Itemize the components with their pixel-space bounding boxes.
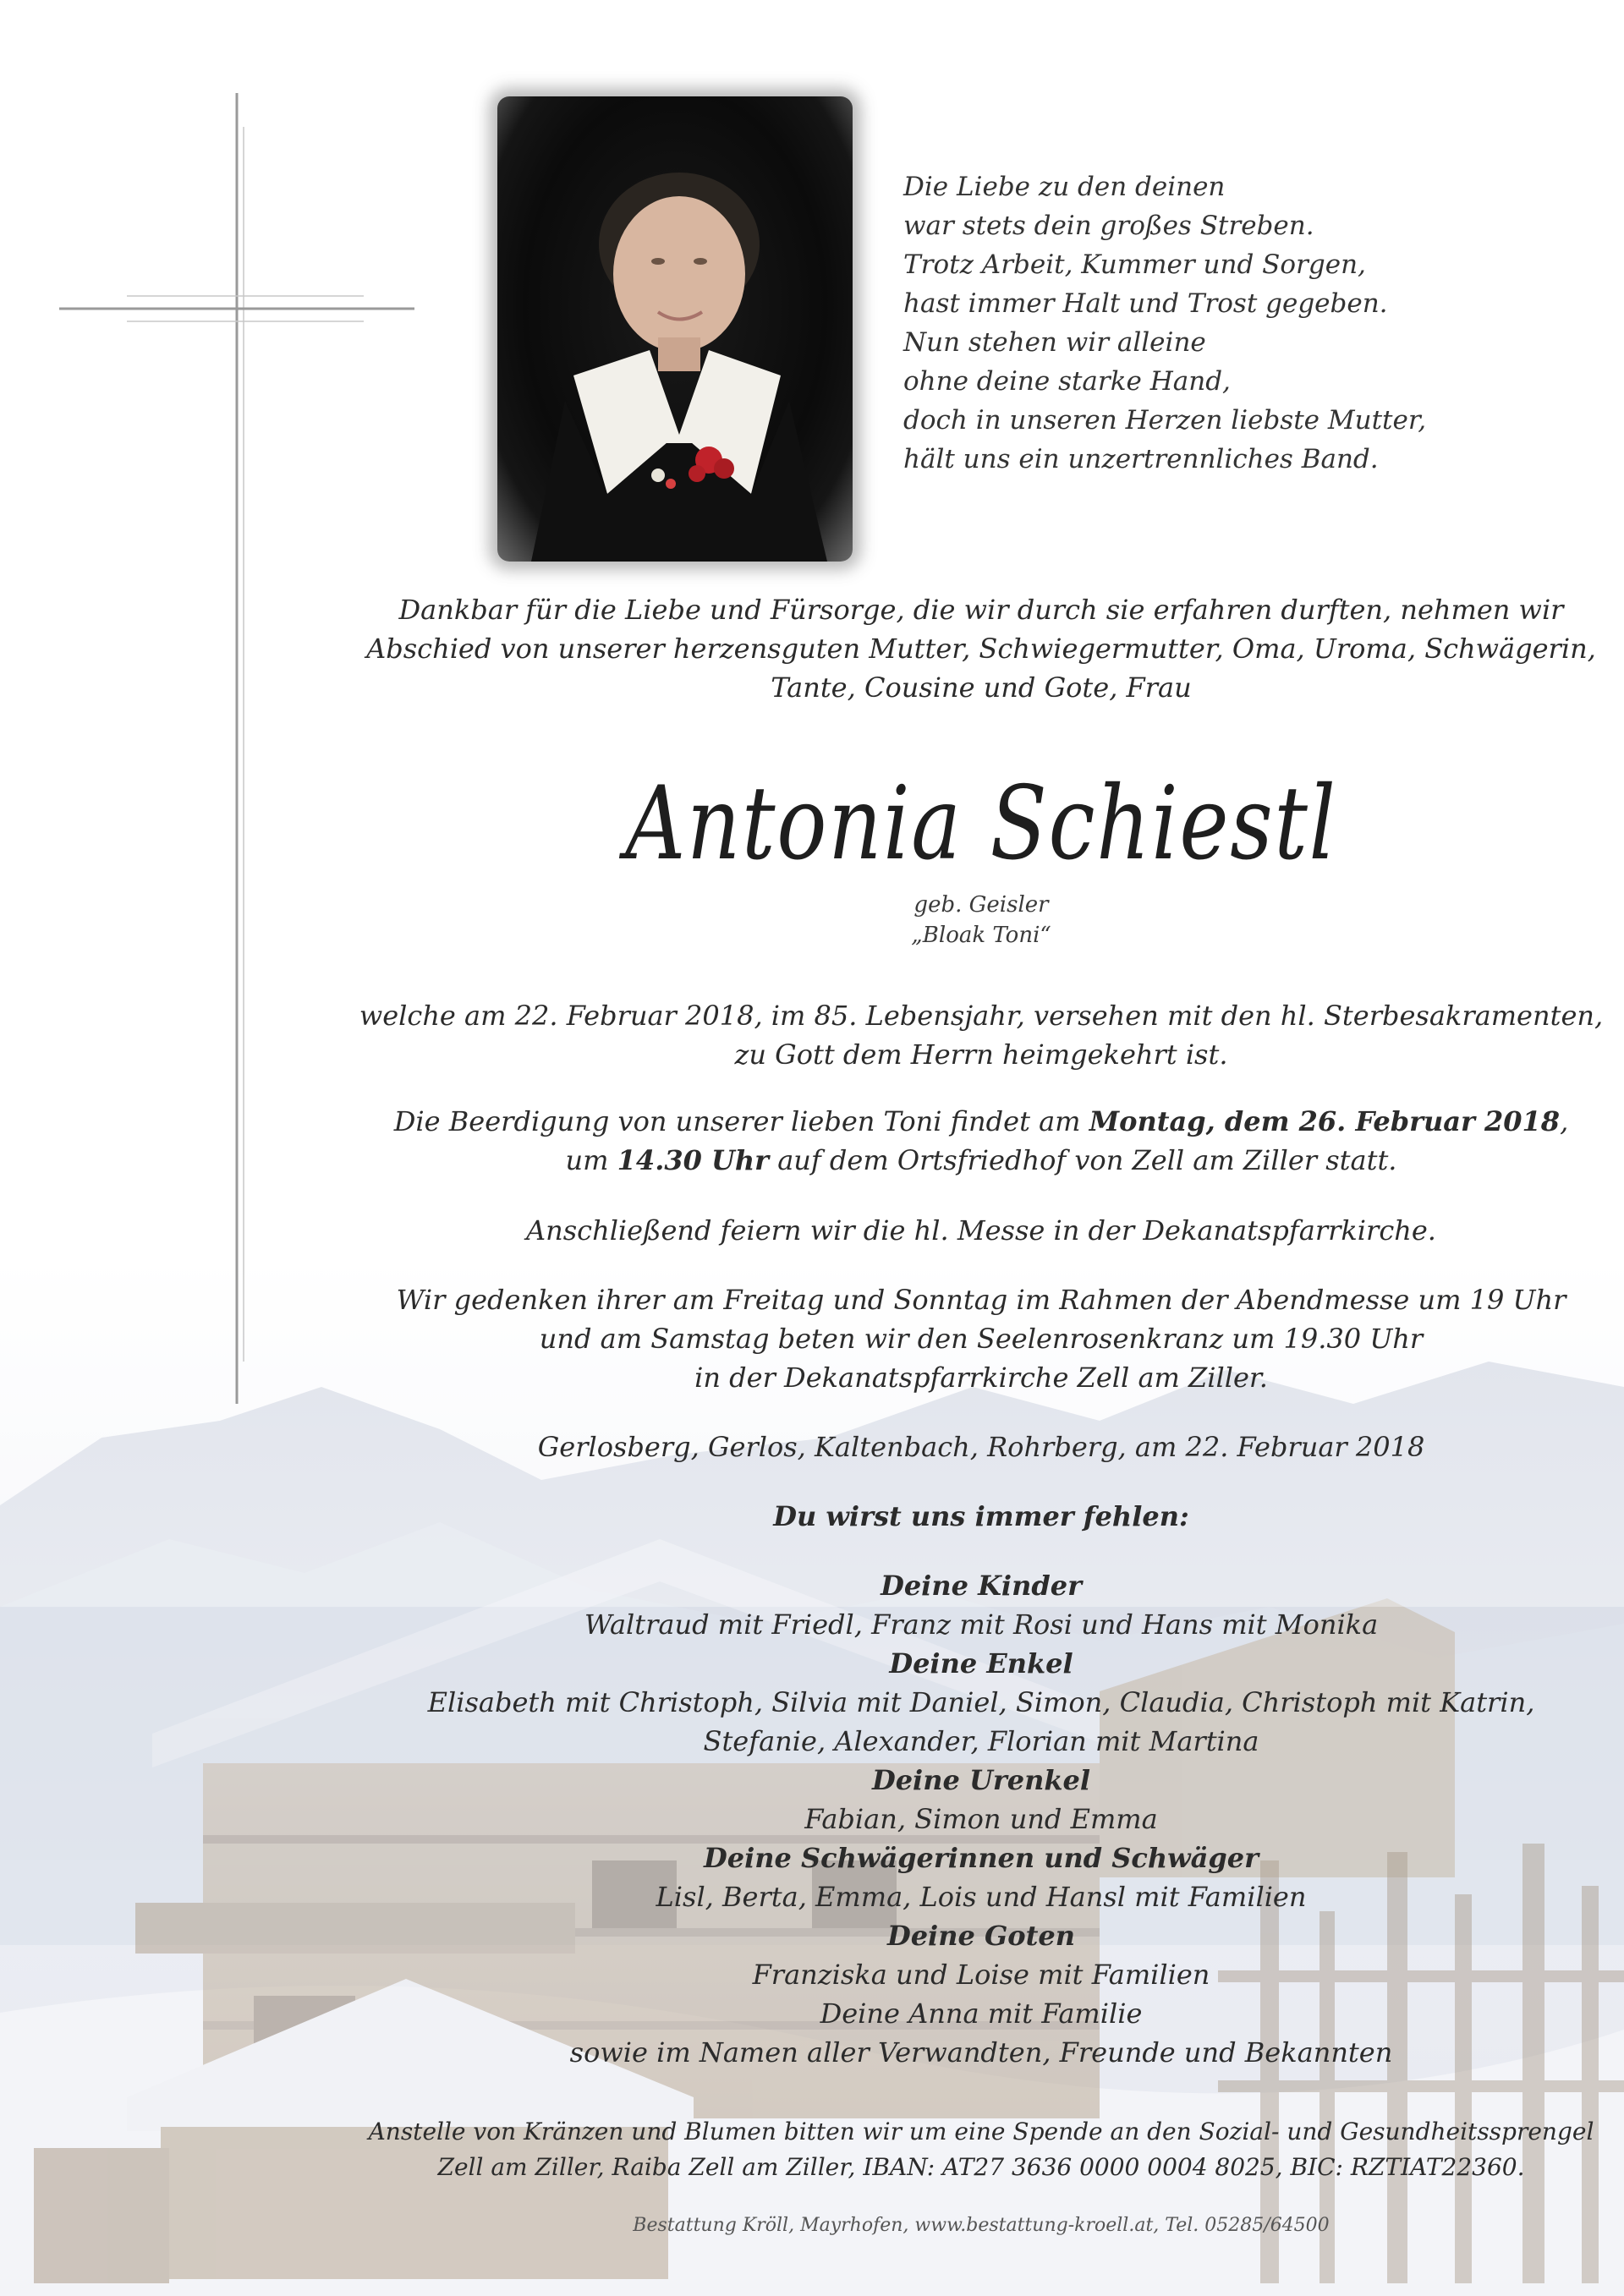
family-list [355, 1566, 1607, 2072]
remembrance-info [355, 1280, 1607, 1397]
place-date: Gerlosberg, Gerlos, Kaltenbach, Rohrberg, am 22. Februar 2018 [537, 1431, 1425, 1463]
intro-line: Abschied von unserer herzensguten Mutter, Schwiegermutter, Oma, Uroma, Schwägerin, [366, 633, 1596, 665]
family-anna: Deine Anna mit Familie [820, 1997, 1143, 2030]
remembrance-line: Wir gedenken ihrer am Freitag und Sonntag im Rahmen der Abendmesse um 19 Uhr [396, 1284, 1566, 1316]
funeral-text: auf dem Ortsfriedhof von Zell am Ziller statt. [769, 1144, 1397, 1176]
poem-line: hält uns ein unzertrennliches Band. [903, 444, 1379, 474]
intro-line: Tante, Cousine und Gote, Frau [771, 671, 1192, 704]
remembrance-line: in der Dekanatspfarrkirche Zell am Ziller. [694, 1362, 1268, 1394]
family-enkel: Elisabeth mit Christoph, Silvia mit Daniel, Simon, Claudia, Christoph mit Katrin, [427, 1686, 1535, 1718]
family-heading-enkel: Deine Enkel [889, 1647, 1073, 1680]
closing-line: Du wirst uns immer fehlen: [773, 1500, 1189, 1532]
death-notice-line: welche am 22. Februar 2018, im 85. Lebensjahr, versehen mit den hl. Sterbesakramenten, [359, 1000, 1604, 1032]
remembrance-line: und am Samstag beten wir den Seelenrosenkranz um 19.30 Uhr [539, 1323, 1424, 1355]
portrait-photo [497, 96, 853, 562]
intro-line: Dankbar für die Liebe und Fürsorge, die wir durch sie erfahren durften, nehmen wir [398, 594, 1564, 626]
death-notice [355, 996, 1607, 1074]
poem-line: Nun stehen wir alleine [903, 327, 1206, 358]
poem-line: doch in unseren Herzen liebste Mutter, [903, 405, 1427, 436]
donation-line: Zell am Ziller, Raiba Zell am Ziller, IBAN: AT27 3636 0000 0004 8025, BIC: RZTIAT22360. [437, 2153, 1525, 2181]
funeral-line-2 [355, 1141, 1607, 1180]
family-heading-goten: Deine Goten [886, 1920, 1076, 1952]
deceased-name: Antonia Schiestl [625, 765, 1337, 883]
poem [903, 167, 1428, 479]
nickname: „Bloak Toni“ [911, 923, 1051, 948]
funeral-info [355, 1102, 1607, 1180]
donation-line: Anstelle von Kränzen und Blumen bitten wir um eine Spende an den Sozial- und Gesundheitssprengel [368, 2118, 1594, 2145]
intro-text [355, 590, 1607, 707]
poem-line: hast immer Halt und Trost gegeben. [903, 288, 1388, 319]
poem-line: Die Liebe zu den deinen [903, 172, 1226, 202]
death-notice-line: zu Gott dem Herrn heimgekehrt ist. [734, 1038, 1228, 1071]
family-heading-urenkel: Deine Urenkel [871, 1764, 1091, 1796]
family-heading-schwaeger: Deine Schwägerinnen und Schwäger [704, 1842, 1259, 1874]
funeral-date: Montag, dem 26. Februar 2018 [1089, 1105, 1561, 1137]
family-others: sowie im Namen aller Verwandten, Freunde und Bekannten [569, 2036, 1393, 2069]
family-enkel: Stefanie, Alexander, Florian mit Martina [703, 1725, 1259, 1757]
birth-name: geb. Geisler [914, 892, 1049, 918]
birth-name-block [355, 890, 1607, 951]
funeral-time: 14.30 Uhr [617, 1144, 770, 1176]
family-goten: Franziska und Loise mit Familien [752, 1959, 1210, 1991]
poem-line: war stets dein großes Streben. [903, 211, 1314, 241]
family-heading-kinder: Deine Kinder [881, 1570, 1082, 1602]
poem-line: Trotz Arbeit, Kummer und Sorgen, [903, 249, 1366, 280]
family-urenkel: Fabian, Simon und Emma [804, 1803, 1158, 1835]
family-schwaeger: Lisl, Berta, Emma, Lois und Hansl mit Familien [656, 1881, 1307, 1913]
funeral-line-1 [355, 1102, 1607, 1141]
funeral-text: um [565, 1144, 617, 1176]
poem-line: ohne deine starke Hand, [903, 366, 1231, 397]
funeral-text: Die Beerdigung von unserer lieben Toni findet am [393, 1105, 1089, 1137]
mass-info: Anschließend feiern wir die hl. Messe in der Dekanatspfarrkirche. [526, 1214, 1436, 1247]
footer-undertaker: Bestattung Kröll, Mayrhofen, www.bestattung-kroell.at, Tel. 05285/64500 [633, 2215, 1330, 2236]
donation-note [338, 2114, 1624, 2185]
funeral-text: , [1560, 1105, 1569, 1137]
family-kinder: Waltraud mit Friedl, Franz mit Rosi und Hans mit Monika [584, 1608, 1379, 1641]
